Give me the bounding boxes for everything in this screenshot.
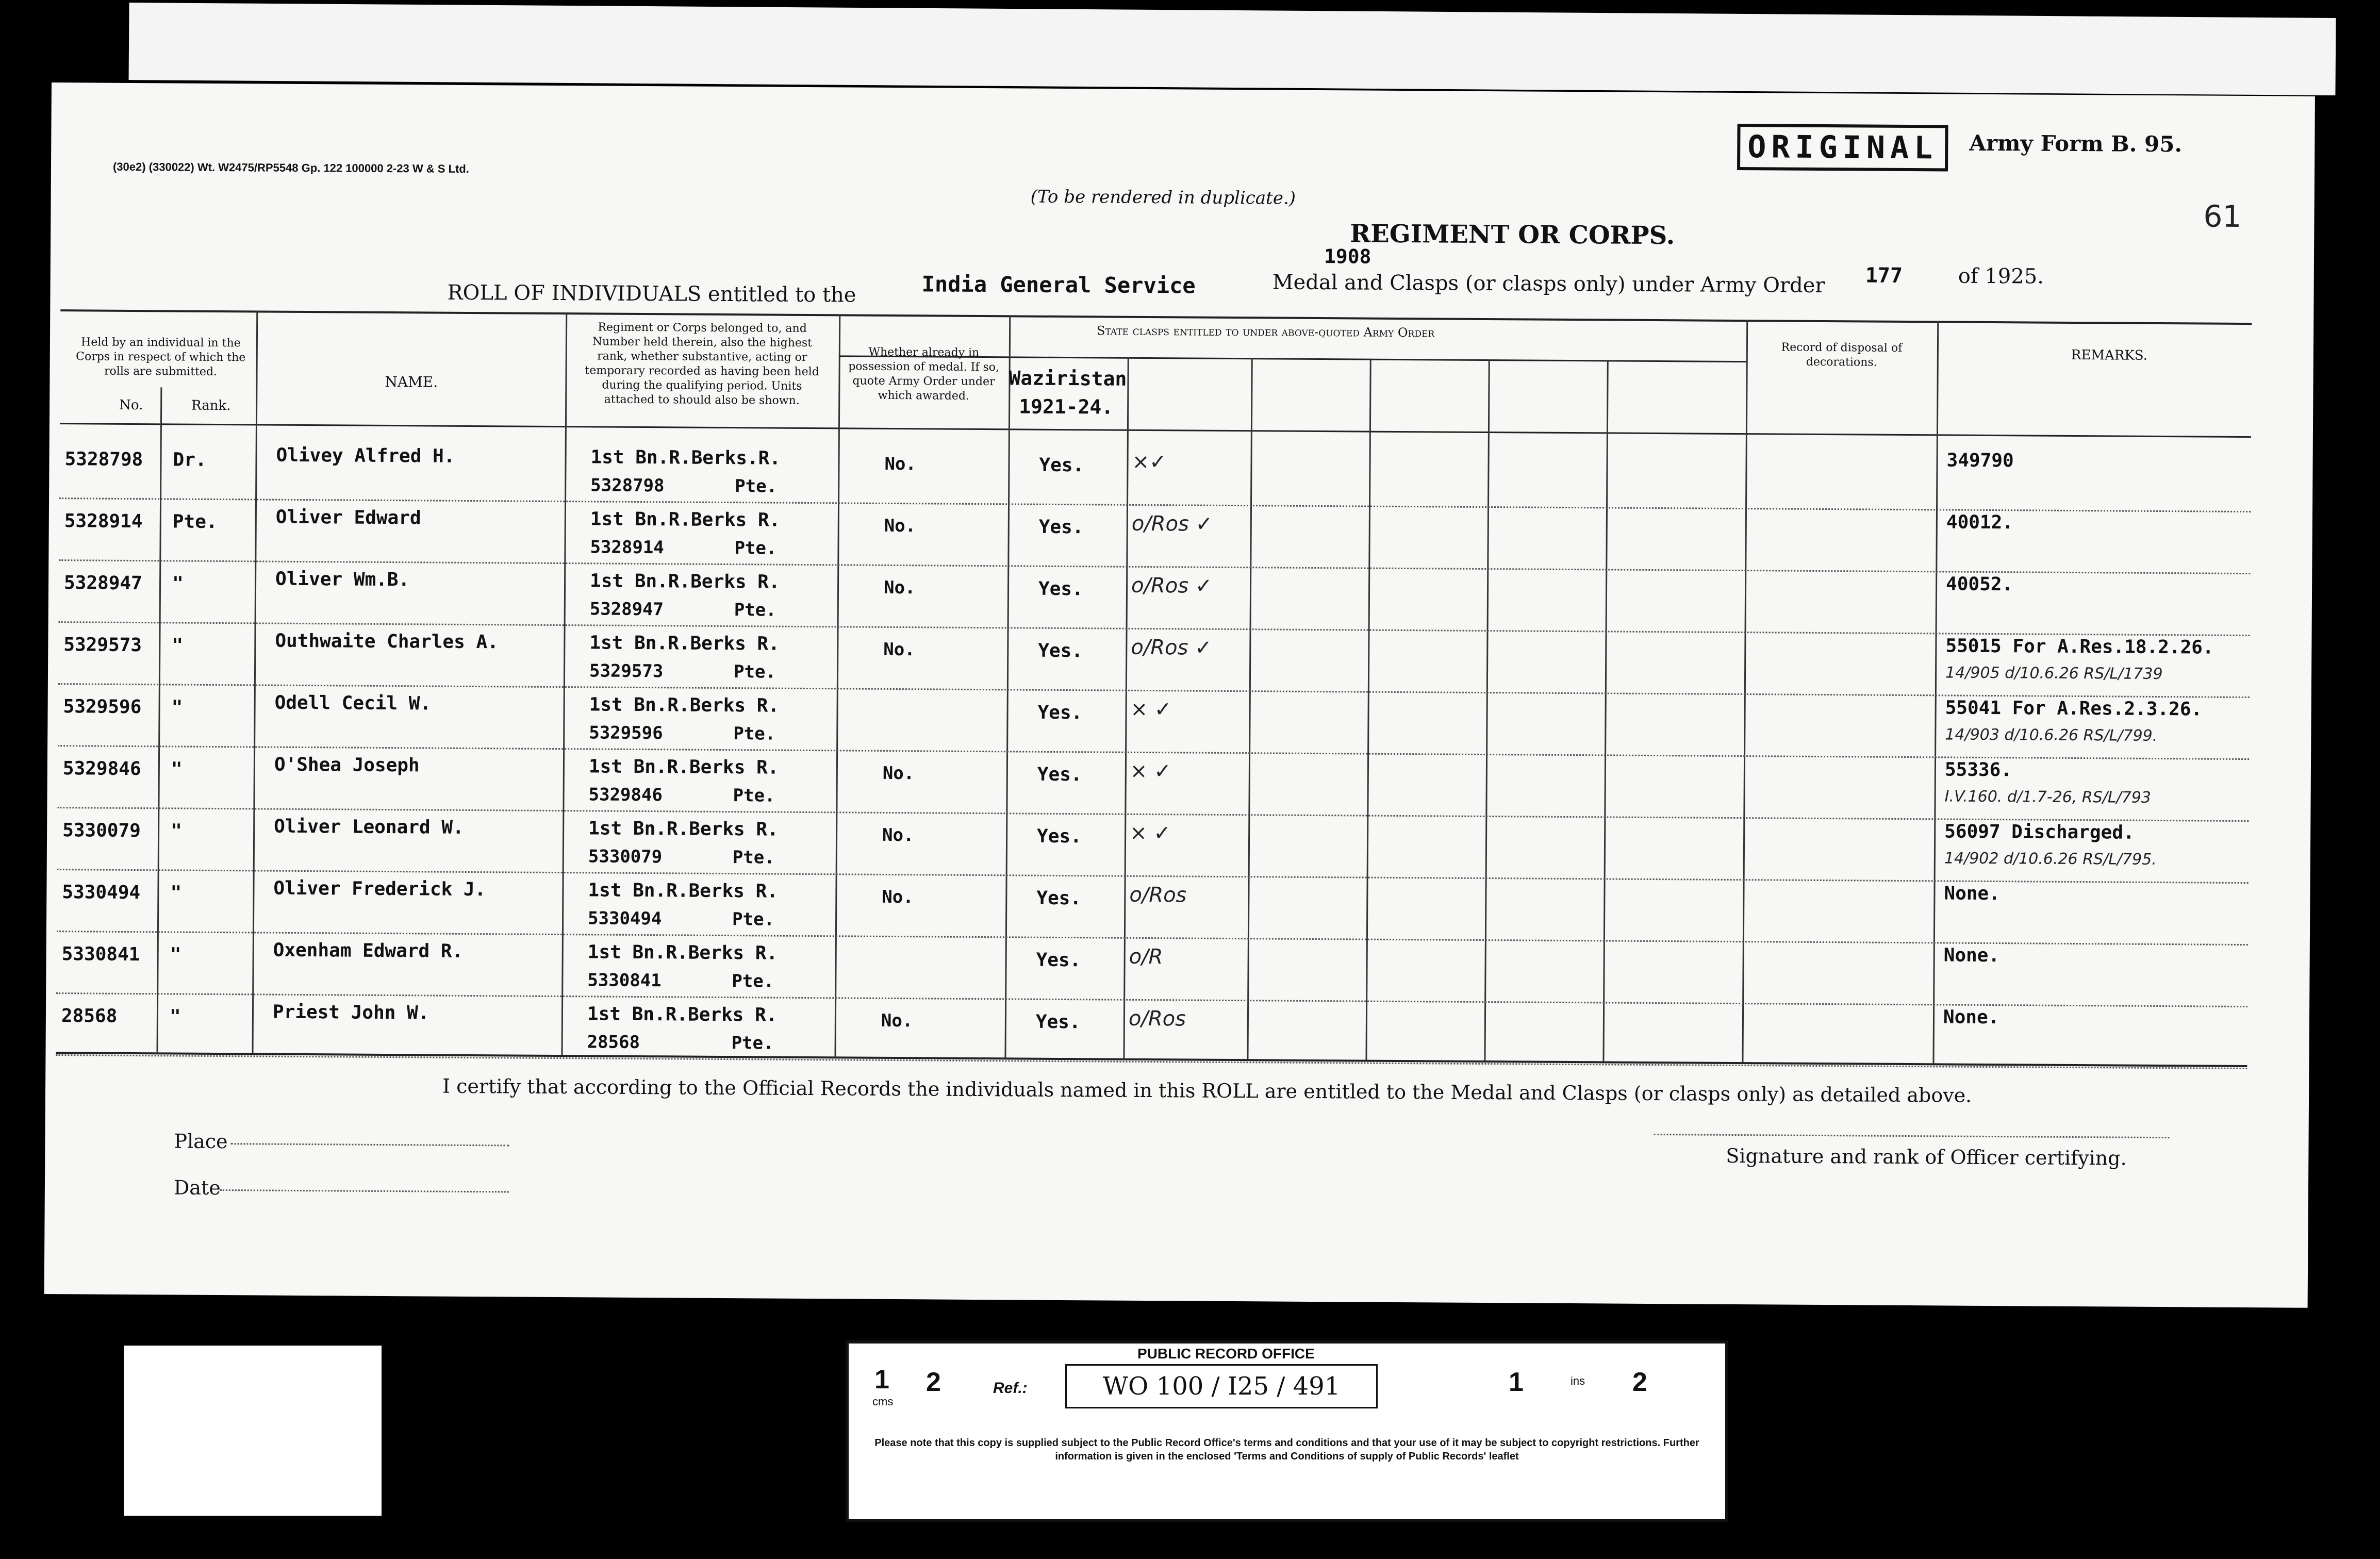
ref-label: Ref.: (993, 1380, 1028, 1397)
row-name: Olivey Alfred H. (276, 444, 455, 467)
row-remark: None. (1944, 883, 2000, 905)
medal-text: Medal and Clasps (or clasps only) under Army Order (1272, 270, 1825, 298)
row-rank: " (171, 820, 182, 842)
header-held-by: Held by an individual in the Corps in respect of which the rolls are submitted. (76, 336, 246, 378)
row-remark-note: 14/903 d/10.6.26 RS/L/799. (1945, 725, 2158, 745)
army-order-number: 177 (1865, 263, 1903, 288)
scale-cm-2: 2 (926, 1367, 941, 1397)
row-mark: o/R (1129, 944, 1163, 969)
row-possession: No. (881, 1010, 913, 1032)
row-mark: o/Ros ✓ (1131, 511, 1213, 536)
row-regiment: 1st Bn.R.Berks.R. (590, 446, 781, 469)
row-regiment-rank: Pte. (731, 1033, 774, 1054)
row-mark: o/Ros ✓ (1131, 635, 1212, 660)
header-state-clasps: State clasps entitled to under above-quoted Army Order (1097, 323, 1435, 340)
medal-name: India General Service (921, 271, 1196, 298)
row-possession: No. (882, 886, 914, 908)
row-possession: No. (884, 453, 917, 475)
col-rule (1247, 358, 1252, 1059)
row-regiment-number: 28568 (587, 1032, 640, 1053)
row-number: 5328914 (64, 510, 143, 533)
row-name: Outhwaite Charles A. (275, 630, 499, 653)
row-number: 5328798 (64, 449, 143, 471)
row-remark: 349790 (1946, 450, 2014, 472)
row-name: Priest John W. (272, 1001, 429, 1024)
row-rank: Pte. (172, 511, 218, 533)
col-rule (561, 312, 567, 1055)
header-possession: Whether already in possession of medal. If so, quote Army Order under which awarded. (848, 345, 1000, 403)
row-remark: 40052. (1945, 573, 2013, 595)
row-remark: None. (1943, 1006, 1999, 1029)
row-clasp: Yes. (1038, 516, 1084, 538)
row-regiment-number: 5328798 (590, 475, 665, 496)
row-name: Oliver Edward (275, 506, 421, 529)
row-clasp: Yes. (1037, 702, 1083, 724)
row-number: 5328947 (63, 572, 142, 594)
row-regiment-number: 5330841 (587, 970, 662, 991)
row-mark: × ✓ (1130, 821, 1171, 845)
certify-text: I certify that according to the Official Records the individuals named in this ROLL are entitled to the Medal and Clasps (or clasps only) as detailed above. (442, 1074, 1972, 1107)
scale-ins-label: ins (1571, 1374, 1585, 1387)
blank-card (124, 1346, 382, 1516)
row-regiment-rank: Pte. (733, 723, 776, 744)
row-rule (56, 1054, 2247, 1069)
row-regiment: 1st Bn.R.Berks R. (587, 941, 778, 964)
original-stamp: ORIGINAL (1737, 124, 1948, 171)
header-bottom-rule (60, 423, 2251, 438)
place-line (230, 1143, 509, 1146)
order-year: of 1925. (1958, 264, 2044, 289)
row-name: O'Shea Joseph (274, 754, 420, 776)
row-mark: × ✓ (1130, 697, 1172, 722)
ref-value: WO 100 / I25 / 491 (1065, 1364, 1378, 1408)
col-rule (1932, 321, 1939, 1063)
row-clasp: Yes. (1038, 640, 1083, 662)
row-rank: " (170, 882, 182, 904)
date-label: Date (173, 1176, 221, 1200)
row-rank: " (172, 573, 184, 594)
army-form-number: Army Form B. 95. (1969, 130, 2183, 157)
row-clasp: Yes. (1036, 887, 1082, 909)
row-rank: " (171, 758, 183, 780)
row-mark: × ✓ (1130, 759, 1171, 784)
row-regiment-number: 5329573 (589, 660, 664, 682)
table-bottom-rule (56, 1052, 2247, 1067)
row-clasp: Yes. (1037, 764, 1082, 786)
row-name: Oliver Wm.B. (275, 568, 410, 591)
row-regiment: 1st Bn.R.Berks R. (589, 694, 780, 717)
row-remark-note: I.V.160. d/1.7-26, RS/L/793 (1944, 787, 2152, 807)
row-number: 28568 (61, 1005, 118, 1027)
pro-label (846, 1340, 1728, 1522)
header-disposal: Record of disposal of decorations. (1781, 341, 1903, 369)
col-rule (1365, 359, 1371, 1060)
row-rank: " (169, 1006, 181, 1027)
row-number: 5329846 (62, 758, 141, 780)
row-rank: " (170, 944, 181, 966)
row-remark: 56097 Discharged. (1944, 821, 2135, 843)
header-name: NAME. (385, 373, 438, 391)
pro-notice: Please note that this copy is supplied subject to the Public Record Office's terms and conditions and that your use of it may be subject to copyright restrictions. Further information is given in the enclosed 'Terms and Conditions of supply of Public Records' leaflet (874, 1437, 1699, 1462)
col-rule (1602, 360, 1608, 1061)
row-regiment-rank: Pte. (733, 661, 776, 683)
col-rule (1742, 320, 1748, 1062)
row-regiment-number: 5328914 (590, 537, 664, 558)
row-regiment-number: 5330079 (588, 846, 663, 868)
row-remark-note: 14/905 d/10.6.26 RS/L/1739 (1945, 664, 2163, 684)
header-clasp-name: Waziristan (1009, 367, 1127, 390)
row-regiment-number: 5328947 (589, 599, 664, 620)
row-regiment-number: 5329596 (589, 722, 663, 744)
page-number: 61 (2203, 198, 2242, 234)
row-name: Odell Cecil W. (274, 692, 432, 715)
row-regiment-rank: Pte. (732, 971, 774, 992)
row-possession: No. (883, 577, 916, 599)
place-label: Place (174, 1130, 228, 1153)
col-rule (1484, 359, 1490, 1060)
row-number: 5329573 (63, 634, 142, 656)
row-possession: No. (883, 639, 915, 660)
scale-in-1: 1 (1509, 1367, 1524, 1397)
row-clasp: Yes. (1038, 578, 1083, 600)
row-regiment-rank: Pte. (734, 538, 777, 559)
row-regiment: 1st Bn.R.Berks R. (590, 508, 781, 531)
row-remark: 40012. (1946, 511, 2014, 534)
roll-prefix: ROLL OF INDIVIDUALS entitled to the (447, 280, 856, 307)
row-clasp: Yes. (1039, 454, 1084, 476)
row-regiment: 1st Bn.R.Berks R. (589, 632, 780, 655)
header-no: No. (119, 397, 143, 413)
table-top-rule (60, 309, 2252, 325)
col-rule (834, 314, 840, 1056)
header-rank: Rank. (191, 397, 231, 414)
rendered-note: (To be rendered in duplicate.) (1030, 186, 1296, 209)
row-regiment-rank: Pte. (733, 785, 775, 806)
document-sheet (44, 82, 2315, 1308)
signature-label: Signature and rank of Officer certifying. (1726, 1144, 2127, 1170)
scale-cm-1: 1 (874, 1365, 889, 1395)
scale-cms-label: cms (872, 1395, 894, 1408)
row-mark: o/Ros (1128, 1006, 1186, 1031)
medal-year: 1908 (1324, 245, 1371, 268)
row-remark: None. (1943, 944, 2000, 967)
col-rule (252, 310, 258, 1053)
print-line: (30e2) (330022) Wt. W2475/RP5548 Gp. 122 100000 2-23 W & S Ltd. (112, 160, 469, 175)
col-rule (1123, 357, 1129, 1058)
row-clasp: Yes. (1036, 825, 1082, 848)
row-remark: 55041 For A.Res.2.3.26. (1945, 697, 2203, 720)
row-regiment-rank: Pte. (735, 476, 778, 497)
col-rule (157, 387, 162, 1052)
row-clasp: Yes. (1036, 949, 1081, 971)
row-mark: o/Ros (1129, 883, 1187, 907)
row-regiment: 1st Bn.R.Berks R. (588, 880, 779, 902)
header-clasp-years: 1921-24. (1019, 395, 1114, 419)
row-regiment: 1st Bn.R.Berks R. (588, 756, 779, 778)
row-rank: " (171, 696, 183, 718)
row-name: Oliver Frederick J. (273, 877, 486, 901)
row-possession: No. (882, 824, 914, 846)
row-rank: Dr. (173, 449, 207, 471)
row-remark: 55336. (1944, 759, 2012, 781)
row-regiment-rank: Pte. (732, 909, 775, 930)
scale-in-2: 2 (1632, 1367, 1647, 1397)
date-line (220, 1189, 509, 1192)
torn-paper-strip (129, 3, 2336, 95)
header-regiment: Regiment or Corps belonged to, and Number held therein, also the highest rank, whether substantive, acting or temporary recorded as having been held during the qualifying period. Units attached to should also be shown. (585, 321, 819, 407)
col-rule (1004, 315, 1011, 1057)
row-possession: No. (884, 515, 916, 537)
row-name: Oliver Leonard W. (274, 816, 464, 838)
signature-line (1654, 1134, 2170, 1138)
row-number: 5329596 (63, 696, 142, 718)
row-number: 5330079 (62, 820, 141, 842)
regiment-heading: REGIMENT OR CORPS. (1350, 219, 1675, 251)
row-mark: o/Ros ✓ (1131, 573, 1213, 598)
row-regiment-number: 5329846 (588, 784, 663, 806)
row-number: 5330494 (62, 882, 141, 904)
row-rank: " (172, 635, 184, 656)
row-regiment: 1st Bn.R.Berks R. (589, 570, 780, 593)
row-regiment: 1st Bn.R.Berks R. (588, 818, 779, 840)
row-mark: ×✓ (1132, 450, 1167, 474)
row-regiment-number: 5330494 (587, 908, 662, 930)
row-possession: No. (882, 762, 915, 784)
row-name: Oxenham Edward R. (273, 939, 464, 962)
pro-title: PUBLIC RECORD OFFICE (1137, 1346, 1315, 1362)
row-regiment: 1st Bn.R.Berks R. (587, 1003, 778, 1026)
row-regiment-rank: Pte. (734, 600, 776, 621)
row-remark-note: 14/902 d/10.6.26 RS/L/795. (1944, 849, 2157, 869)
row-remark: 55015 For A.Res.18.2.26. (1945, 635, 2214, 658)
header-remarks: REMARKS. (2071, 347, 2148, 363)
row-clasp: Yes. (1035, 1011, 1081, 1033)
row-regiment-rank: Pte. (732, 847, 775, 868)
row-number: 5330841 (61, 943, 140, 966)
